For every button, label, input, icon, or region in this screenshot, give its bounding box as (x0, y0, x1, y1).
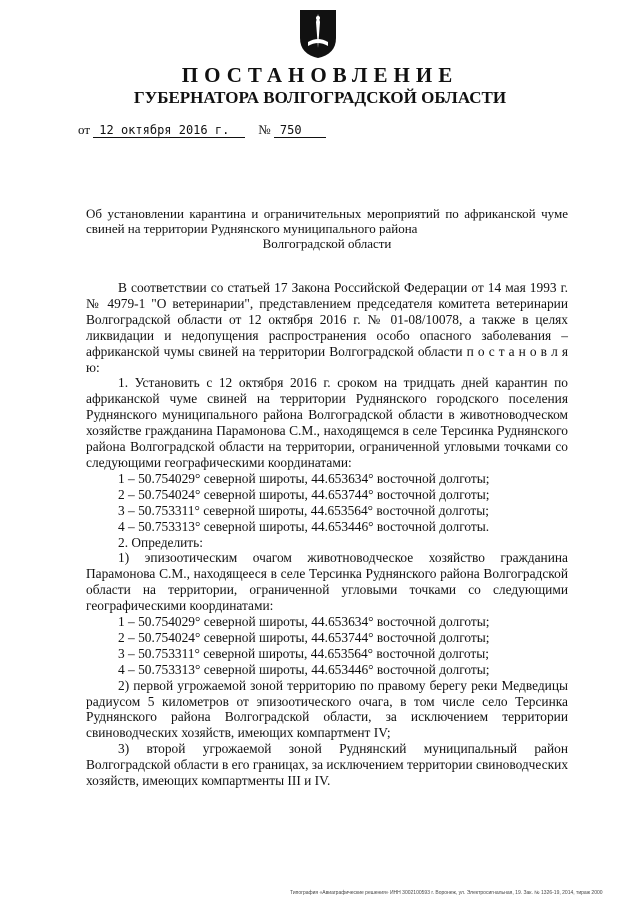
coordinate-line: 2 – 50.754024° северной широты, 44.653744° восточной долготы; (118, 486, 490, 502)
subitem-2: 2) первой угрожаемой зоной территорию по правому берегу реки Медведицы радиусом 5 километров от эпизоотического очага, в том числе село Терсинка Руднянского района Волгоградской области, за исключением территории свиноводческих хозяйств, имеющих компартмент IV; (86, 677, 568, 741)
document-subtitle: ГУБЕРНАТОРА ВОЛГОГРАДСКОЙ ОБЛАСТИ (133, 88, 507, 107)
subject-line: Об установлении карантина и ограничительных мероприятий по африканской чуме свиней на территории Руднянского муниципального района (86, 206, 568, 236)
coordinate-line: 3 – 50.753311° северной широты, 44.653564° восточной долготы; (118, 502, 489, 518)
coordinate-line: 1 – 50.754029° северной широты, 44.653634° восточной долготы; (118, 614, 490, 630)
date-prefix: от (78, 122, 91, 137)
coordinate-line: 1 – 50.754029° северной широты, 44.653634° восточной долготы; (118, 470, 490, 486)
preamble: В соответствии со статьей 17 Закона Российской Федерации от 14 мая 1993 г. № 4979-1 "О ветеринарии", представлением председателя комитета ветеринарии Волгоградской области от 12 октября 2016 г. № 01-08/10078, а также в целях ликвидации и недопущения распространения особо опасного заболевания – африканской чумы свиней на территории Волгоградской области п о с т а н о в л я ю: (86, 280, 568, 375)
subitem-1: 1) эпизоотическим очагом животноводческое хозяйство гражданина Парамонова С.М., находящееся в селе Терсинка Руднянского района Волгоградской области на территории, ограниченной угловыми точками со следующими географическими координатами: (86, 550, 568, 614)
date-value: 12 октября 2016 г. (93, 123, 245, 138)
printer-imprint: Типография «Авиаграфические решения» ИНН 3002100593 г. Воронеж, ул. Электросигнальная, 19. Зак. № 1326-19, 2014, тираж 2000 (290, 890, 603, 896)
subject-line: Волгоградской области (262, 236, 392, 251)
item-1: 1. Установить с 12 октября 2016 г. сроком на тридцать дней карантин по африканской чуме свиней на территории Руднянского городского поселения Руднянского муниципального района Волгоградской области в животноводческом хозяйстве гражданина Парамонова С.М., находящемся в селе Терсинка Руднянского района Волгоградской области на территории, ограниченной угловыми точками со следующими географическими координатами: (86, 375, 568, 470)
coordinate-line: 4 – 50.753313° северной широты, 44.653446° восточной долготы. (118, 518, 490, 534)
number-value: 750 (274, 123, 326, 138)
coat-of-arms-icon (298, 8, 338, 60)
coordinate-line: 2 – 50.754024° северной широты, 44.653744° восточной долготы; (118, 629, 490, 645)
document-subject (86, 206, 568, 251)
coordinate-line: 4 – 50.753313° северной широты, 44.653446° восточной долготы; (118, 661, 490, 677)
item-2: 2. Определить: (118, 534, 203, 550)
document-title: ПОСТАНОВЛЕНИЕ (181, 63, 459, 87)
date-number-line (78, 122, 326, 138)
document-body (86, 280, 568, 789)
coordinate-line: 3 – 50.753311° северной широты, 44.653564° восточной долготы; (118, 645, 489, 661)
number-prefix: № (258, 122, 271, 137)
subitem-3: 3) второй угрожаемой зоной Руднянский муниципальный район Волгоградской области в его границах, за исключением территории свиноводческих хозяйств, имеющих компартменты III и IV. (86, 741, 569, 789)
